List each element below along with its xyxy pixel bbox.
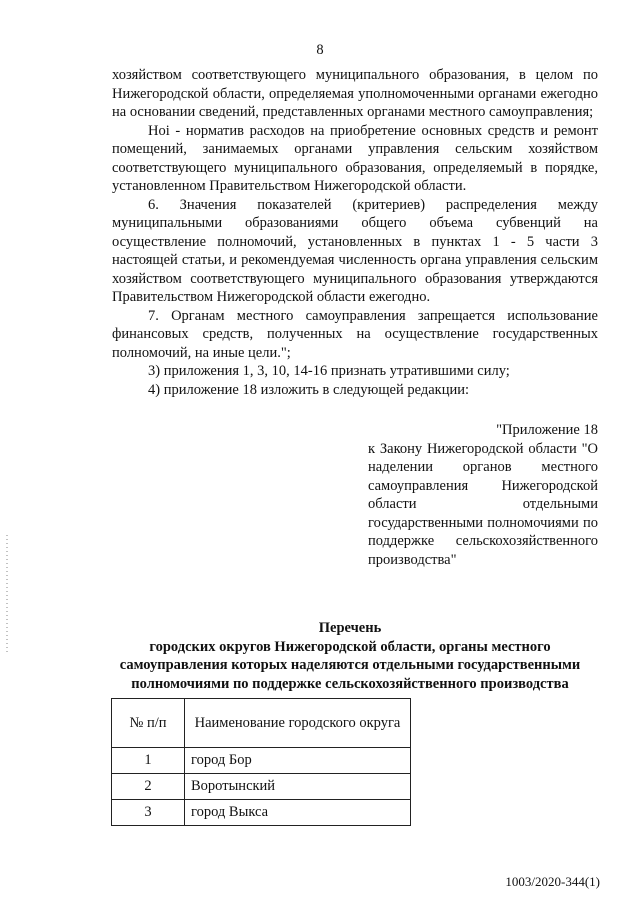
districts-table: [111, 698, 411, 826]
appendix-description: к Закону Нижегородской области "О наделении органов местного самоуправления Нижегородской области отдельными государственными полномочиями по поддержке сельскохозяйственного производства": [368, 440, 598, 568]
list-subtitle: городских округов Нижегородской области, органы местного самоуправления которых наделяются отдельными государственными полномочиями по поддержке сельскохозяйственного производства: [119, 638, 581, 692]
table-row: [112, 748, 411, 774]
paragraph: 6. Значения показателей (критериев) распределения между муниципальными образованиями общего объема субвенций на осуществление полномочий, установленных в пунктах 1 - 5 части 3 настоящей статьи, и рекомендуемая численность органа управления сельским хозяйством соответствующего муниципального образования утверждаются Правительством Нижегородской области ежегодно.: [112, 196, 598, 305]
column-header-number: № п/п: [112, 699, 185, 748]
paragraph: хозяйством соответствующего муниципального образования, в целом по Нижегородской области, определяемая уполномоченными органами ежегодно на основании сведений, представленных органами местного самоуправления;: [112, 67, 598, 120]
appendix-title: "Приложение 18: [496, 422, 598, 438]
table-row: [112, 774, 411, 800]
paragraph: 4) приложение 18 изложить в следующей редакции:: [148, 381, 470, 398]
row-district-name: Воротынский: [185, 774, 411, 800]
table-header-row: [112, 699, 411, 748]
list-heading: [100, 619, 600, 693]
body-text: [112, 66, 598, 399]
paragraph: Hoi - норматив расходов на приобретение основных средств и ремонт помещений, занимаемых органами управления сельским хозяйством соответствующего муниципального образования, определяемый в порядке, установленном Правительством Нижегородской области.: [112, 122, 598, 194]
row-number: 3: [112, 800, 185, 826]
row-number: 2: [112, 774, 185, 800]
table-row: [112, 800, 411, 826]
row-district-name: город Бор: [185, 748, 411, 774]
document-code: 1003/2020-344(1): [505, 874, 600, 889]
paragraph: 3) приложения 1, 3, 10, 14-16 признать утратившими силу;: [148, 363, 510, 379]
column-header-name: Наименование городского округа: [185, 699, 411, 748]
row-district-name: город Выкса: [185, 800, 411, 826]
page-number: 8: [316, 42, 324, 58]
row-number: 1: [112, 748, 185, 774]
scan-margin-artifact: [6, 535, 8, 655]
appendix-reference: [368, 421, 598, 569]
paragraph: 7. Органам местного самоуправления запрещается использование финансовых средств, полученных на осуществление государственных полномочий, на иные цели.";: [112, 307, 598, 361]
list-title: Перечень: [318, 620, 382, 636]
